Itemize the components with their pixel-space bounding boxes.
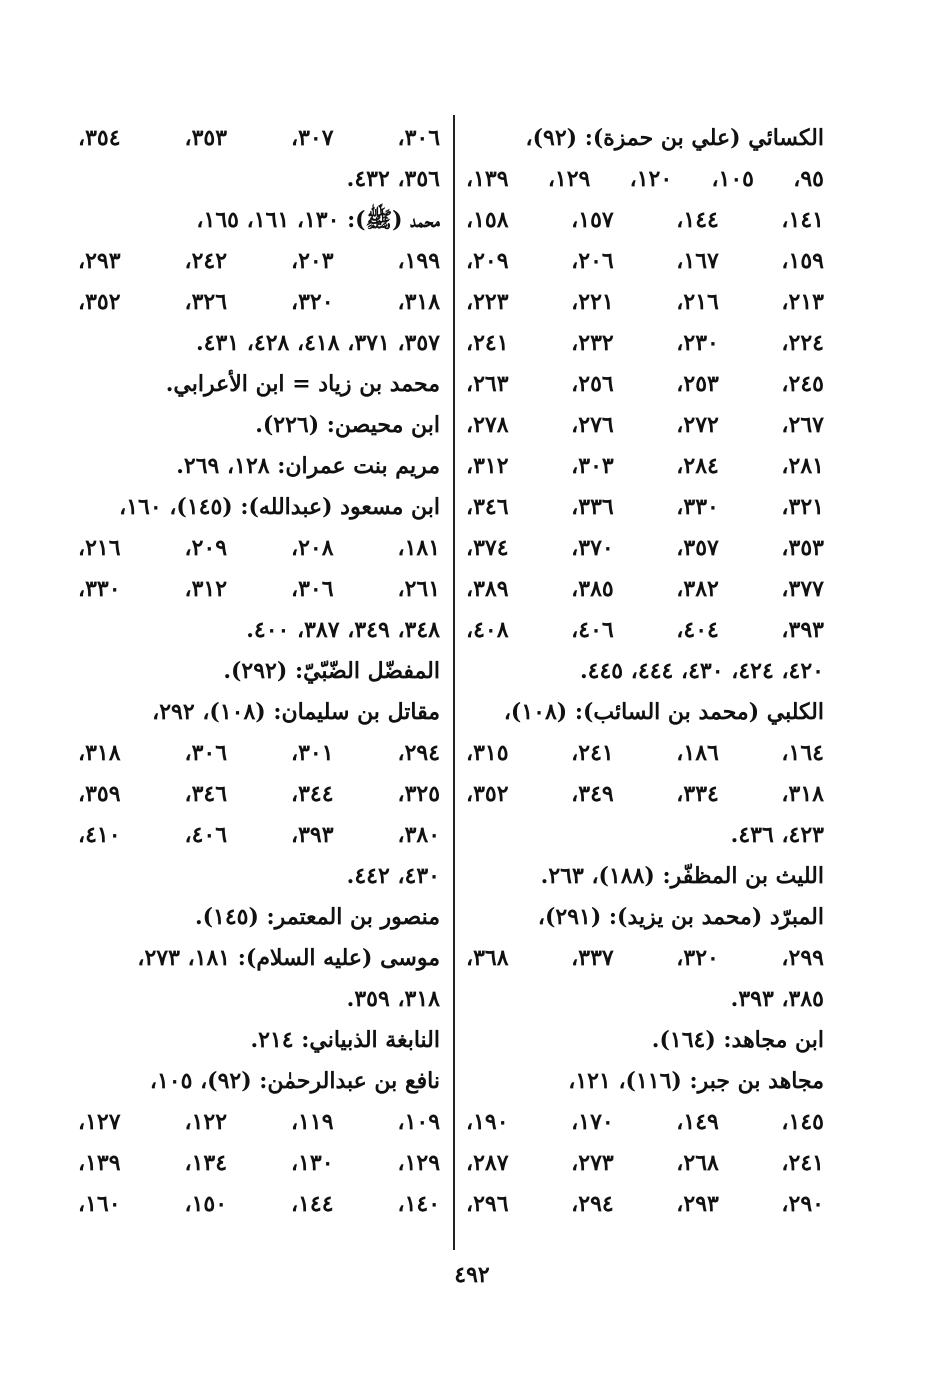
index-line: موسى (عليه السلام): ١٨١، ٢٧٣، bbox=[137, 945, 440, 971]
index-line: ٩٥، ١٠٥، ١٢٠، ١٢٩، ١٣٩، bbox=[466, 166, 824, 192]
index-line: ٢٢٤، ٢٣٠، ٢٣٢، ٢٤١، bbox=[466, 330, 824, 356]
index-column-left bbox=[78, 118, 440, 1268]
index-line: ٢٤٥، ٢٥٣، ٢٥٦، ٢٦٣، bbox=[466, 371, 824, 397]
index-line: مجاهد بن جبر: (١١٦)، ١٢١، bbox=[568, 1068, 824, 1094]
index-line: الكسائي (علي بن حمزة): (٩٢)، bbox=[525, 125, 824, 151]
index-line: ١٥٩، ١٦٧، ٢٠٦، ٢٠٩، bbox=[466, 248, 824, 274]
index-line: المفضّل الضّبّيّ: (٢٩٢). bbox=[223, 658, 440, 684]
index-line: محمد (ﷺ): ١٣٠، ١٦١، ١٦٥، bbox=[196, 207, 440, 233]
index-line: ٣٨٥، ٣٩٣. bbox=[730, 986, 824, 1012]
index-line: ابن مسعود (عبدالله): (١٤٥)، ١٦٠، bbox=[119, 494, 440, 520]
index-line: نافع بن عبدالرحمٰن: (٩٢)، ١٠٥، bbox=[149, 1068, 440, 1094]
index-line: ٢٨١، ٢٨٤، ٣٠٣، ٣١٢، bbox=[466, 453, 824, 479]
index-line: ٢٦١، ٣٠٦، ٣١٢، ٣٣٠، bbox=[78, 576, 440, 602]
index-line: منصور بن المعتمر: (١٤٥). bbox=[194, 904, 440, 930]
index-line: محمد بن زياد = ابن الأعرابي. bbox=[165, 371, 440, 397]
index-line: ٣٢٥، ٣٤٤، ٣٤٦، ٣٥٩، bbox=[78, 781, 440, 807]
index-line: ٣٩٣، ٤٠٤، ٤٠٦، ٤٠٨، bbox=[466, 617, 824, 643]
index-line: ١٨١، ٢٠٨، ٢٠٩، ٢١٦، bbox=[78, 535, 440, 561]
index-line: ٣٨٠، ٣٩٣، ٤٠٦، ٤١٠، bbox=[78, 822, 440, 848]
index-line: ١٠٩، ١١٩، ١٢٢، ١٢٧، bbox=[78, 1109, 440, 1135]
page-number: ٤٩٢ bbox=[454, 1262, 490, 1288]
index-line: ٤٢٠، ٤٢٤، ٤٣٠، ٤٤٤، ٤٤٥. bbox=[580, 658, 824, 684]
index-line: مريم بنت عمران: ١٢٨، ٢٦٩. bbox=[176, 453, 440, 479]
index-line: المبرّد (محمد بن يزيد): (٢٩١)، bbox=[537, 904, 824, 930]
index-line: ١٢٩، ١٣٠، ١٣٤، ١٣٩، bbox=[78, 1150, 440, 1176]
index-line: ٣٥٣، ٣٥٧، ٣٧٠، ٣٧٤، bbox=[466, 535, 824, 561]
index-line: ١٤١، ١٤٤، ١٥٧، ١٥٨، bbox=[466, 207, 824, 233]
index-line: ١٤٠، ١٤٤، ١٥٠، ١٦٠، bbox=[78, 1191, 440, 1217]
index-line: ٣١٨، ٣٢٠، ٣٢٦، ٣٥٢، bbox=[78, 289, 440, 315]
index-column-right bbox=[466, 118, 824, 1268]
index-line: مقاتل بن سليمان: (١٠٨)، ٢٩٢، bbox=[152, 699, 440, 725]
index-line: ٢٩٩، ٣٢٠، ٣٣٧، ٣٦٨، bbox=[466, 945, 824, 971]
index-line: ٢٦٧، ٢٧٢، ٢٧٦، ٢٧٨، bbox=[466, 412, 824, 438]
index-line: ٢٩٤، ٣٠١، ٣٠٦، ٣١٨، bbox=[78, 740, 440, 766]
index-line: ٢٤١، ٢٦٨، ٢٧٣، ٢٨٧، bbox=[466, 1150, 824, 1176]
index-line: ٢٩٠، ٢٩٣، ٢٩٤، ٢٩٦، bbox=[466, 1191, 824, 1217]
index-line: ٢١٣، ٢١٦، ٢٢١، ٢٢٣، bbox=[466, 289, 824, 315]
index-line: ابن محيصن: (٢٢٦). bbox=[255, 412, 440, 438]
index-line: ابن مجاهد: (١٦٤). bbox=[651, 1027, 824, 1053]
index-line: ٣٤٨، ٣٤٩، ٣٨٧، ٤٠٠. bbox=[246, 617, 440, 643]
index-line: ٣١٨، ٣٣٤، ٣٤٩، ٣٥٢، bbox=[466, 781, 824, 807]
index-line: ٣٢١، ٣٣٠، ٣٣٦، ٣٤٦، bbox=[466, 494, 824, 520]
index-line: ٣٠٦، ٣٠٧، ٣٥٣، ٣٥٤، bbox=[78, 125, 440, 151]
index-line: ١٩٩، ٢٠٣، ٢٤٢، ٢٩٣، bbox=[78, 248, 440, 274]
index-line: ٤٢٣، ٤٣٦. bbox=[730, 822, 824, 848]
index-line: ٣٥٦، ٤٣٢. bbox=[346, 166, 440, 192]
column-divider bbox=[453, 115, 455, 1250]
index-line: ١٤٥، ١٤٩، ١٧٠، ١٩٠، bbox=[466, 1109, 824, 1135]
index-line: ١٦٤، ١٨٦، ٢٤١، ٣١٥، bbox=[466, 740, 824, 766]
index-line: ٣٧٧، ٣٨٢، ٣٨٥، ٣٨٩، bbox=[466, 576, 824, 602]
index-line: الكلبي (محمد بن السائب): (١٠٨)، bbox=[503, 699, 824, 725]
index-line: ٤٣٠، ٤٤٢. bbox=[346, 863, 440, 889]
index-line: النابغة الذبياني: ٢١٤. bbox=[250, 1027, 440, 1053]
index-line: الليث بن المظفّر: (١٨٨)، ٢٦٣. bbox=[540, 863, 824, 889]
index-line: ٣٥٧، ٣٧١، ٤١٨، ٤٢٨، ٤٣١. bbox=[196, 330, 440, 356]
index-line: ٣١٨، ٣٥٩. bbox=[346, 986, 440, 1012]
